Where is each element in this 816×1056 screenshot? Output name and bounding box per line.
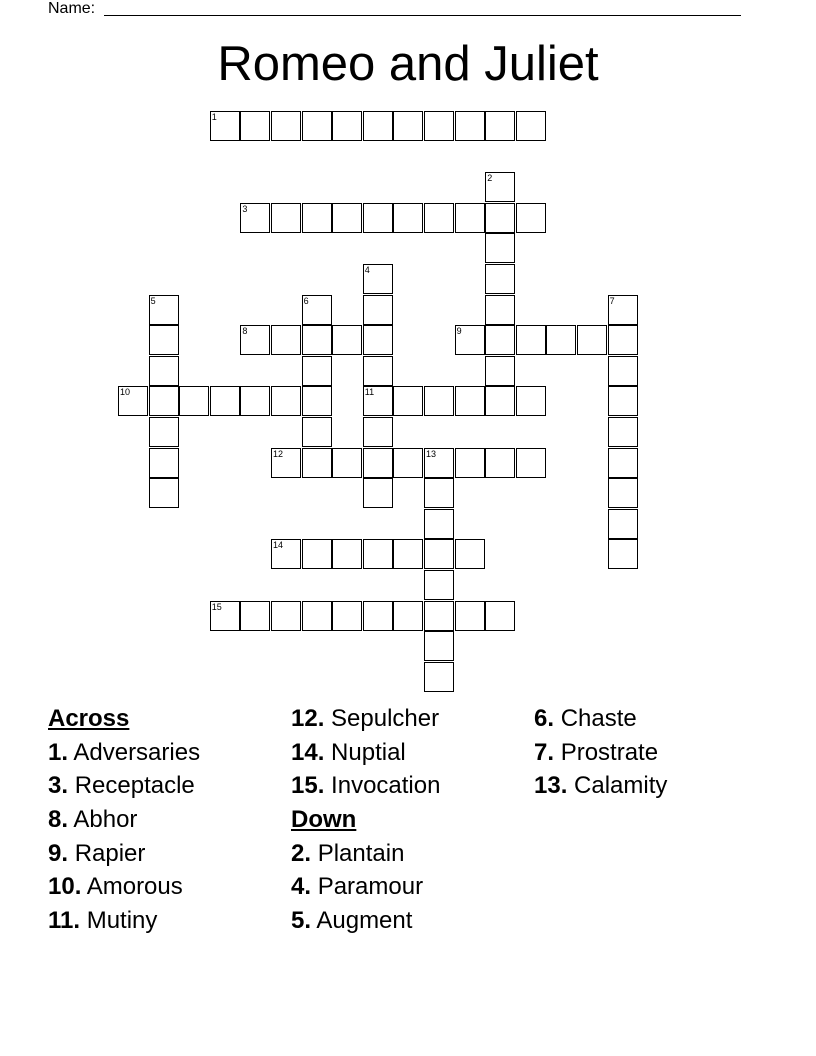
clue-text: Calamity — [574, 772, 668, 800]
grid-cell[interactable] — [302, 325, 332, 355]
grid-cell[interactable] — [455, 325, 485, 355]
grid-cell[interactable] — [485, 172, 515, 202]
clue-across-8 — [48, 803, 200, 837]
clue-number: 15. — [291, 772, 325, 800]
grid-cell[interactable] — [393, 539, 423, 569]
grid-cell[interactable] — [302, 295, 332, 325]
clue-across-9 — [48, 837, 200, 871]
clue-text: Augment — [316, 907, 413, 935]
grid-cell[interactable] — [424, 386, 454, 416]
cell-number: 10 — [120, 387, 131, 398]
grid-cell[interactable] — [302, 203, 332, 233]
grid-cell[interactable] — [608, 325, 638, 355]
clue-down-6 — [534, 702, 667, 736]
cell-number: 9 — [456, 326, 462, 337]
grid-cell[interactable] — [271, 111, 301, 141]
grid-cell[interactable] — [424, 478, 454, 508]
clue-down-13 — [534, 769, 667, 803]
clue-across-14 — [291, 736, 440, 770]
grid-cell[interactable] — [516, 448, 546, 478]
grid-cell[interactable] — [149, 448, 179, 478]
grid-cell[interactable] — [485, 386, 515, 416]
grid-cell[interactable] — [455, 111, 485, 141]
grid-cell[interactable] — [455, 601, 485, 631]
grid-cell[interactable] — [271, 325, 301, 355]
grid-cell[interactable] — [608, 295, 638, 325]
clue-down-2 — [291, 837, 440, 871]
grid-cell[interactable] — [302, 539, 332, 569]
grid-cell[interactable] — [485, 203, 515, 233]
grid-cell[interactable] — [363, 539, 393, 569]
clue-number: 5. — [291, 907, 312, 935]
cell-number: 2 — [487, 173, 493, 184]
grid-cell[interactable] — [485, 264, 515, 294]
clue-number: 4. — [291, 873, 312, 901]
grid-cell[interactable] — [302, 601, 332, 631]
grid-cell[interactable] — [210, 601, 240, 631]
grid-cell[interactable] — [271, 203, 301, 233]
clue-text: Mutiny — [86, 907, 158, 935]
grid-cell[interactable] — [363, 417, 393, 447]
grid-cell[interactable] — [516, 203, 546, 233]
grid-cell[interactable] — [608, 356, 638, 386]
grid-cell[interactable] — [393, 386, 423, 416]
cell-number: 15 — [211, 601, 222, 612]
grid-cell[interactable] — [424, 539, 454, 569]
clue-text: Plantain — [317, 839, 405, 867]
grid-cell[interactable] — [149, 356, 179, 386]
grid-cell[interactable] — [393, 203, 423, 233]
grid-cell[interactable] — [516, 386, 546, 416]
grid-cell[interactable] — [302, 111, 332, 141]
across-heading: Across — [48, 705, 130, 732]
grid-cell[interactable] — [149, 295, 179, 325]
grid-cell[interactable] — [179, 386, 209, 416]
grid-cell[interactable] — [485, 233, 515, 263]
grid-cell[interactable] — [608, 509, 638, 539]
grid-cell[interactable] — [485, 295, 515, 325]
grid-cell[interactable] — [485, 325, 515, 355]
clue-number: 9. — [48, 839, 69, 867]
grid-cell[interactable] — [302, 448, 332, 478]
grid-cell[interactable] — [485, 356, 515, 386]
grid-cell[interactable] — [271, 448, 301, 478]
grid-cell[interactable] — [455, 539, 485, 569]
grid-cell[interactable] — [149, 386, 179, 416]
clue-text: Amorous — [86, 873, 183, 901]
cell-number: 12 — [273, 448, 284, 459]
clue-text: Receptacle — [74, 772, 195, 800]
clue-column-2 — [291, 702, 440, 938]
grid-cell[interactable] — [271, 539, 301, 569]
grid-cell[interactable] — [332, 325, 362, 355]
grid-cell[interactable] — [363, 356, 393, 386]
cell-number: 3 — [242, 203, 248, 214]
grid-cell[interactable] — [546, 325, 576, 355]
cell-number: 4 — [364, 265, 370, 275]
grid-cell[interactable] — [149, 417, 179, 447]
clue-number: 2. — [291, 839, 312, 867]
grid-cell[interactable] — [240, 203, 270, 233]
grid-cell[interactable] — [332, 111, 362, 141]
grid-cell[interactable] — [516, 111, 546, 141]
grid-cell[interactable] — [302, 386, 332, 416]
clue-text: Chaste — [560, 705, 637, 732]
grid-cell[interactable] — [240, 386, 270, 416]
grid-cell[interactable] — [424, 203, 454, 233]
clue-text: Invocation — [331, 772, 441, 800]
clue-across-11 — [48, 904, 200, 938]
grid-cell[interactable] — [424, 662, 454, 692]
grid-cell[interactable] — [424, 509, 454, 539]
clue-text: Sepulcher — [331, 705, 440, 732]
page-title: Romeo and Juliet — [217, 37, 599, 91]
grid-cell[interactable] — [302, 356, 332, 386]
grid-cell[interactable] — [424, 631, 454, 661]
grid-cell[interactable] — [608, 386, 638, 416]
clue-across-10 — [48, 870, 200, 904]
cell-number: 8 — [242, 326, 248, 337]
clue-number: 14. — [291, 738, 325, 766]
grid-cell[interactable] — [455, 448, 485, 478]
clue-number: 12. — [291, 705, 325, 732]
grid-cell[interactable] — [332, 448, 362, 478]
grid-cell[interactable] — [608, 448, 638, 478]
grid-cell[interactable] — [485, 448, 515, 478]
clue-number: 3. — [48, 772, 69, 800]
grid-cell[interactable] — [393, 601, 423, 631]
clue-across-1 — [48, 736, 200, 770]
grid-cell[interactable] — [363, 295, 393, 325]
clue-across-12 — [291, 702, 440, 736]
clue-across-3 — [48, 769, 200, 803]
grid-cell[interactable] — [485, 601, 515, 631]
grid-cell[interactable] — [332, 203, 362, 233]
grid-cell[interactable] — [608, 539, 638, 569]
grid-cell[interactable] — [393, 111, 423, 141]
grid-cell[interactable] — [149, 325, 179, 355]
clue-text: Prostrate — [560, 738, 659, 766]
clue-number: 8. — [48, 806, 69, 834]
clue-number: 10. — [48, 873, 82, 901]
clue-number: 6. — [534, 705, 555, 732]
grid-cell[interactable] — [240, 601, 270, 631]
cell-number: 1 — [211, 112, 217, 122]
clue-down-4 — [291, 870, 440, 904]
grid-cell[interactable] — [424, 570, 454, 600]
grid-cell[interactable] — [455, 203, 485, 233]
clue-number: 7. — [534, 738, 555, 766]
clue-text: Adversaries — [73, 738, 201, 766]
grid-cell[interactable] — [608, 417, 638, 447]
grid-cell[interactable] — [516, 325, 546, 355]
cell-number: 14 — [273, 540, 284, 551]
cell-number: 6 — [303, 295, 309, 306]
grid-cell[interactable] — [271, 601, 301, 631]
cell-number: 11 — [364, 387, 375, 398]
grid-cell[interactable] — [424, 111, 454, 141]
grid-cell[interactable] — [363, 203, 393, 233]
clue-text: Rapier — [74, 839, 146, 867]
clue-text: Nuptial — [331, 738, 406, 766]
grid-cell[interactable] — [363, 264, 393, 294]
grid-cell[interactable] — [424, 601, 454, 631]
clue-number: 13. — [534, 772, 568, 800]
grid-cell[interactable] — [210, 111, 240, 141]
grid-cell[interactable] — [363, 386, 393, 416]
grid-cell[interactable] — [363, 448, 393, 478]
grid-cell[interactable] — [424, 448, 454, 478]
grid-cell[interactable] — [363, 325, 393, 355]
clue-down-7 — [534, 736, 667, 770]
cell-number: 5 — [150, 295, 156, 306]
grid-cell[interactable] — [363, 478, 393, 508]
grid-cell[interactable] — [210, 386, 240, 416]
cell-number: 13 — [426, 448, 437, 459]
name-label: Name: — [48, 0, 96, 17]
clue-number: 1. — [48, 738, 69, 766]
grid-cell[interactable] — [363, 601, 393, 631]
clue-number: 11. — [48, 907, 81, 935]
clue-column-3 — [534, 702, 667, 803]
clue-down-5 — [291, 904, 440, 938]
grid-cell[interactable] — [149, 478, 179, 508]
grid-cell[interactable] — [485, 111, 515, 141]
grid-cell[interactable] — [271, 386, 301, 416]
grid-cell[interactable] — [577, 325, 607, 355]
clue-across-15 — [291, 769, 440, 803]
grid-cell[interactable] — [455, 386, 485, 416]
grid-cell[interactable] — [118, 386, 148, 416]
down-heading: Down — [291, 806, 357, 834]
clue-text: Abhor — [73, 806, 138, 834]
grid-cell[interactable] — [608, 478, 638, 508]
grid-cell[interactable] — [363, 111, 393, 141]
clue-column-1 — [48, 702, 200, 938]
grid-cell[interactable] — [240, 111, 270, 141]
grid-cell[interactable] — [302, 417, 332, 447]
clue-text: Paramour — [317, 873, 424, 901]
grid-cell[interactable] — [393, 448, 423, 478]
grid-cell[interactable] — [332, 539, 362, 569]
cell-number: 7 — [609, 295, 615, 306]
grid-cell[interactable] — [332, 601, 362, 631]
grid-cell[interactable] — [240, 325, 270, 355]
